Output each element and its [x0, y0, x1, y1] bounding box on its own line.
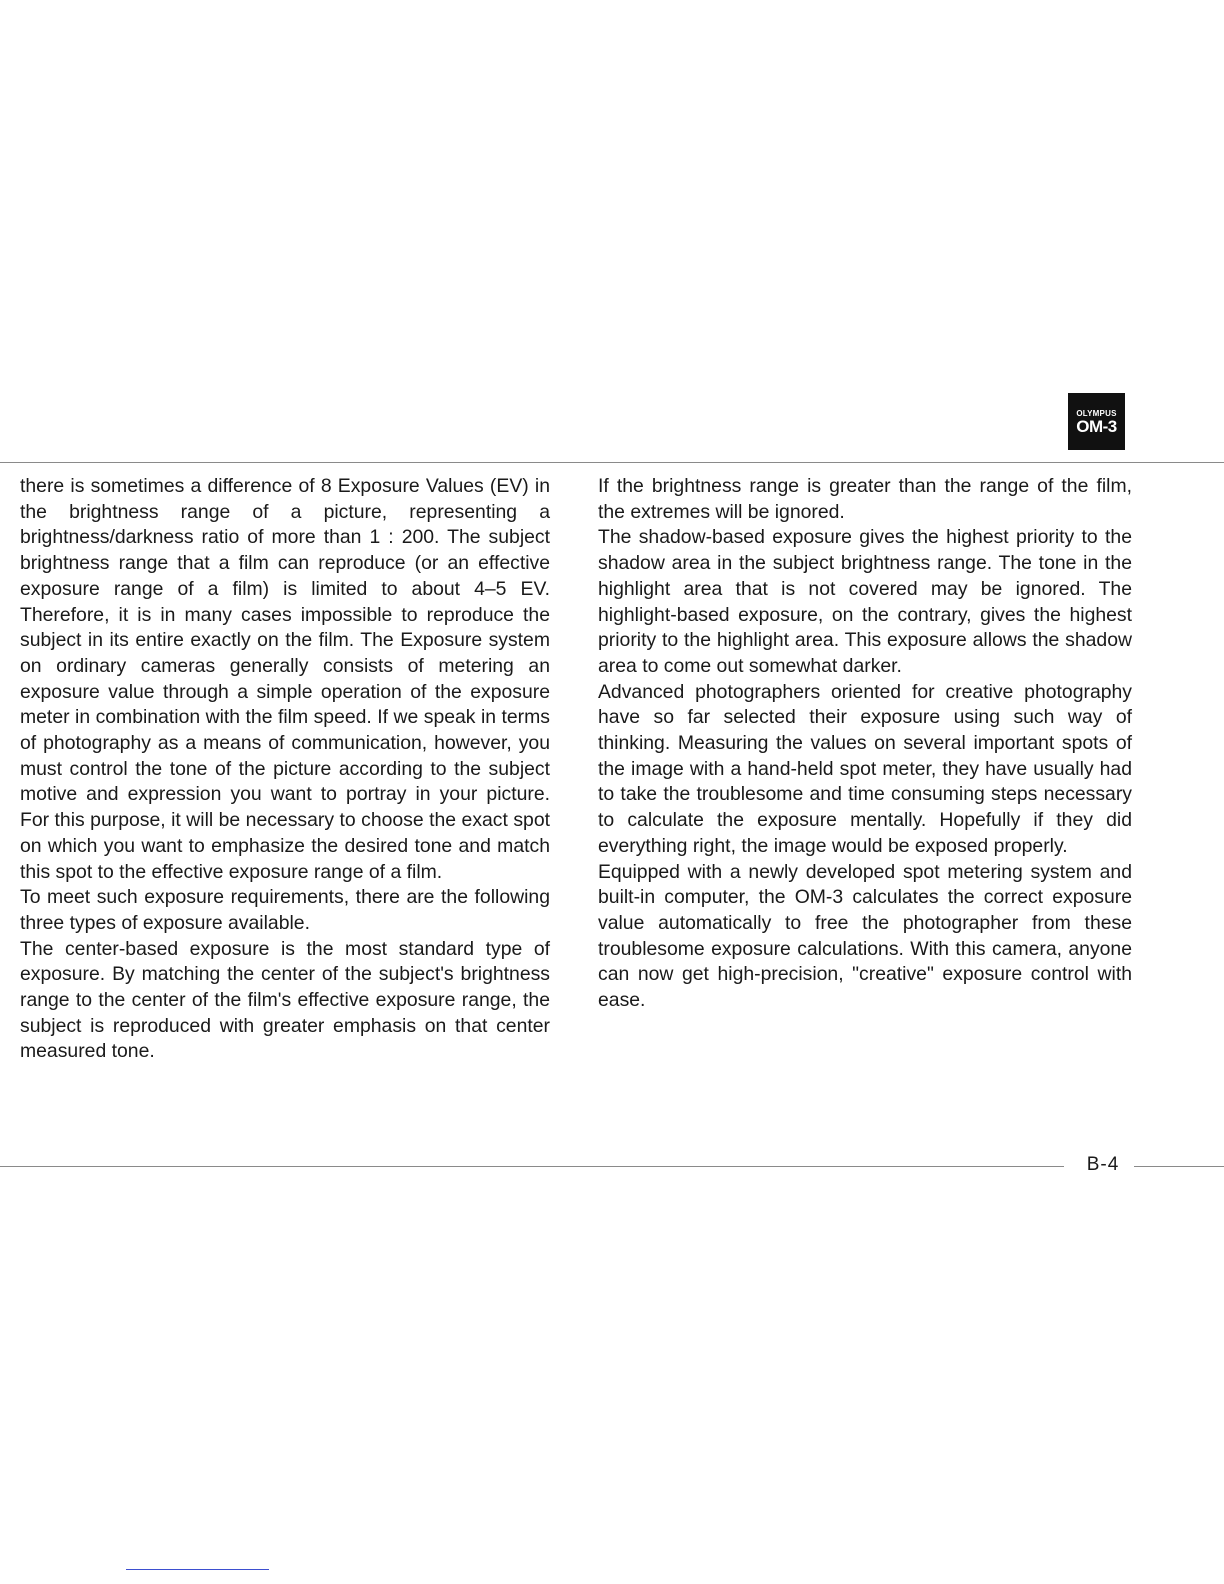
- bottom-rule-right: [1134, 1166, 1224, 1167]
- olympus-om3-logo: [1068, 393, 1125, 450]
- left-paragraph-2: To meet such exposure requirements, there are the following three types of exposure available.: [20, 886, 550, 934]
- right-paragraph-4: Equipped with a newly developed spot metering system and built-in computer, the OM-3 calculates the correct exposure value automatically to free the photographer from these troublesome exposure calculations. With this camera, anyone can now get high-precision, "creative" exposure control with ease.: [598, 860, 1132, 1012]
- left-paragraph-1: there is sometimes a difference of 8 Exposure Values (EV) in the brightness range of a picture, representing a brightness/darkness ratio of more than 1 : 200. The subject brightness range that a film can reproduce (or an effective exposure range of a film) is limited to about 4–5 EV. Therefore, it is in many cases impossible to reproduce the subject in its entire exactly on the film. The Exposure system on ordinary cameras generally consists of metering an exposure value through a simple operation of the exposure meter in combination with the film speed. If we speak in terms of photography as a means of communication, however, you must control the tone of the picture according to the subject motive and expression you want to portray in your picture. For this purpose, it will be necessary to choose the exact spot on which you want to emphasize the desired tone and match this spot to the effective exposure range of a film.: [20, 475, 550, 883]
- left-column: [20, 474, 550, 1065]
- bottom-rule-left: [0, 1166, 1064, 1167]
- right-column: [598, 474, 1132, 1014]
- left-paragraph-3: The center-based exposure is the most standard type of exposure. By matching the center of the subject's brightness range to the center of the film's effective exposure range, the subject is reproduced with greater emphasis on that center measured tone.: [20, 937, 550, 1063]
- top-rule: [0, 462, 1224, 463]
- logo-model: OM-3: [1076, 416, 1117, 436]
- scan-mark-line: [126, 1569, 269, 1570]
- page-number: B-4: [1086, 1154, 1120, 1175]
- right-paragraph-3: Advanced photographers oriented for creative photography have so far selected their exposure using such way of thinking. Measuring the values on several important spots of the image with a hand-held spot meter, they have usually had to take the troublesome and time consuming steps necessary to calculate the exposure mentally. Hopefully if they did everything right, the image would be exposed properly.: [598, 680, 1132, 857]
- right-paragraph-2: The shadow-based exposure gives the highest priority to the shadow area in the subject brightness range. The tone in the highlight area that is not covered may be ignored. The highlight-based exposure, on the contrary, gives the highest priority to the highlight area. This exposure allows the shadow area to come out somewhat darker.: [598, 526, 1132, 677]
- right-paragraph-1: If the brightness range is greater than the range of the film, the extremes will be ignored.: [598, 475, 1132, 523]
- logo-brand: OLYMPUS: [1076, 408, 1117, 418]
